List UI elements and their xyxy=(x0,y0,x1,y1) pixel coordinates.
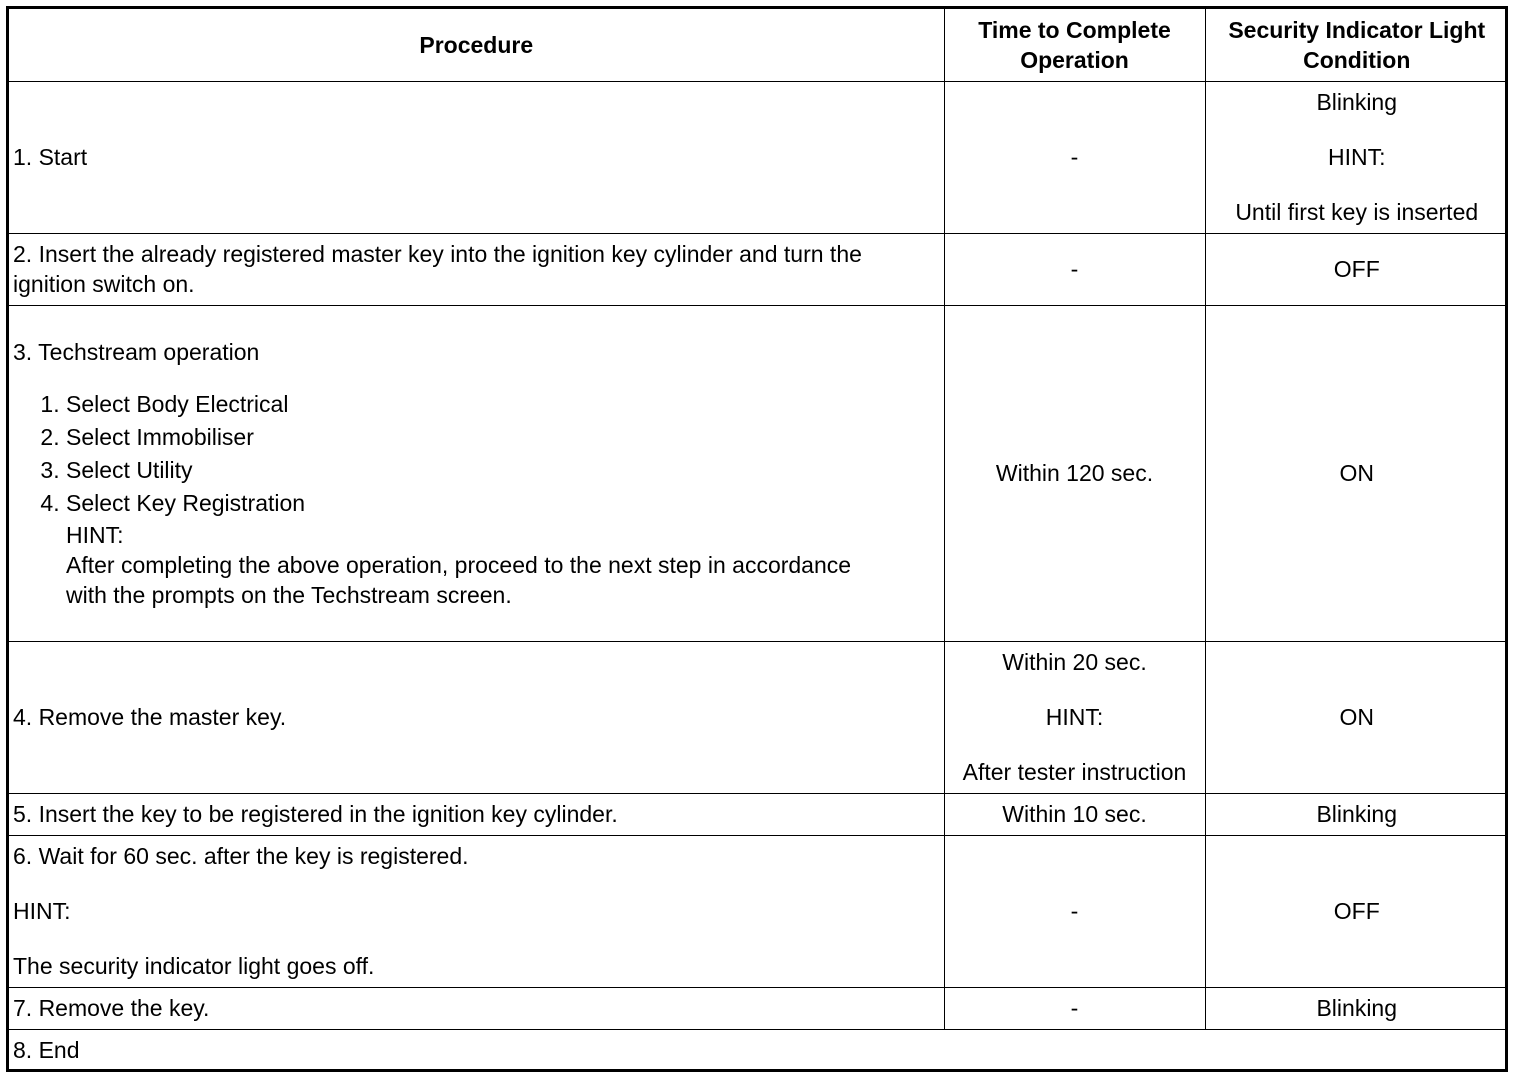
time-cell: - xyxy=(944,835,1205,987)
time-cell: Within 120 sec. xyxy=(944,305,1205,641)
table-row xyxy=(9,987,1508,1029)
light-cell: ON xyxy=(1205,641,1508,793)
procedure-cell: 8. End xyxy=(9,1029,1508,1071)
table-row xyxy=(9,1029,1508,1071)
time-cell: - xyxy=(944,233,1205,305)
table-row xyxy=(9,233,1508,305)
light-cell: Blinking xyxy=(1205,987,1508,1029)
light-cell: Blinking xyxy=(1205,793,1508,835)
time-cell: - xyxy=(944,987,1205,1029)
list-item: 2. Select Immobiliser xyxy=(66,421,938,454)
list-item: 4. Select Key Registration xyxy=(66,487,938,520)
table-row xyxy=(9,641,1508,793)
procedure-cell: 7. Remove the key. xyxy=(9,987,944,1029)
procedure-cell: 2. Insert the already registered master key into the ignition key cylinder and turn the ignition switch on. xyxy=(9,233,944,305)
header-procedure: Procedure xyxy=(9,9,944,81)
list-item: 1. Select Body Electrical xyxy=(66,388,938,421)
light-cell: Blinking HINT: Until first key is inserted xyxy=(1205,81,1508,233)
time-cell: - xyxy=(944,81,1205,233)
light-cell: OFF xyxy=(1205,835,1508,987)
time-cell: Within 20 sec. HINT: After tester instruction xyxy=(944,641,1205,793)
key-registration-table xyxy=(9,9,1508,1071)
header-light: Security Indicator Light Condition xyxy=(1205,9,1508,81)
procedure-cell: 1. Start xyxy=(9,81,944,233)
light-cell: OFF xyxy=(1205,233,1508,305)
techstream-substeps xyxy=(13,388,938,520)
time-cell: Within 10 sec. xyxy=(944,793,1205,835)
procedure-cell: 5. Insert the key to be registered in the ignition key cylinder. xyxy=(9,793,944,835)
table-row xyxy=(9,81,1508,233)
table-row xyxy=(9,835,1508,987)
table-row xyxy=(9,793,1508,835)
procedure-cell: 4. Remove the master key. xyxy=(9,641,944,793)
header-row xyxy=(9,9,1508,81)
light-cell: ON xyxy=(1205,305,1508,641)
procedure-cell: 3. Techstream operation 1. Select Body Electrical 2. Select Immobiliser 3. Select Utility 4. Select Key Registration HINT: After completing the above operation, proceed to the next step in accordance with the prompts on the Techstream screen. xyxy=(9,305,944,641)
procedure-table-frame xyxy=(6,6,1508,1072)
table-row xyxy=(9,305,1508,641)
header-time: Time to Complete Operation xyxy=(944,9,1205,81)
list-item: 3. Select Utility xyxy=(66,454,938,487)
procedure-cell: 6. Wait for 60 sec. after the key is registered. HINT: The security indicator light goes off. xyxy=(9,835,944,987)
